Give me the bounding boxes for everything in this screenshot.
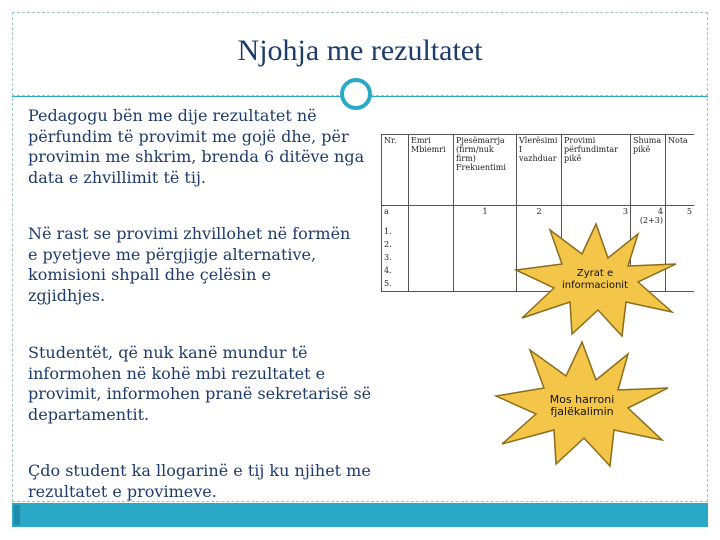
header-continuous-assessment: Vlerësimi I vazhduar: [517, 135, 562, 206]
table-row-number: 1.: [382, 226, 409, 239]
paragraph-results-announcement: Pedagogu bën me dije rezultatet në përfundim të provimit me gojë dhe, për provimin me shkrim, brenda 6 ditëve nga data e zhvillimit të tij.: [28, 106, 365, 187]
footer-bar: [12, 503, 708, 527]
table-row-number: 3.: [382, 252, 409, 265]
header-final-exam: Provimi përfundimtar pikë: [562, 135, 631, 206]
table-cell: 1: [454, 206, 517, 227]
table-row-number: 5.: [382, 278, 409, 292]
header-nr: Nr.: [382, 135, 409, 206]
table-cell: a: [382, 206, 409, 227]
table-cell: 2: [517, 206, 562, 227]
table-row-number: 4.: [382, 265, 409, 278]
header-total-points: Shuma pikë: [631, 135, 666, 206]
table-row-number: 2.: [382, 239, 409, 252]
callout-info-offices: Zyrat e informacionit: [562, 268, 628, 291]
slide-title: Njohja me rezultatet: [237, 34, 483, 67]
table-cell: 5: [666, 206, 695, 227]
table-cell: 3: [562, 206, 631, 227]
callout-password-reminder: Mos harroni fjalëkalimin: [549, 393, 615, 418]
paragraph-alternative-answers: Në rast se provimi zhvillohet në formën e pyetjeve me përgjigje alternative, komisioni shpall dhe çelësin e zgjidhjes.: [28, 224, 351, 305]
table-cell: [409, 206, 454, 227]
table-cell: 4 (2+3): [631, 206, 666, 227]
footer-accent: [14, 505, 20, 525]
header-name: Emri Mbiemri: [409, 135, 454, 206]
table-header-row: [382, 135, 695, 206]
paragraph-secretariat-info: Studentët, që nuk kanë mundur të informohen në kohë mbi rezultatet e provimit, informohen pranë sekretarisë së departamentit.: [28, 343, 372, 424]
header-grade: Nota: [666, 135, 695, 206]
header-attendance: Pjesëmarrja (firm/nuk firm) Frekuentimi: [454, 135, 517, 206]
paragraph-student-account: Çdo student ka llogarinë e tij ku njihet me rezultatet e provimeve.: [28, 461, 371, 501]
